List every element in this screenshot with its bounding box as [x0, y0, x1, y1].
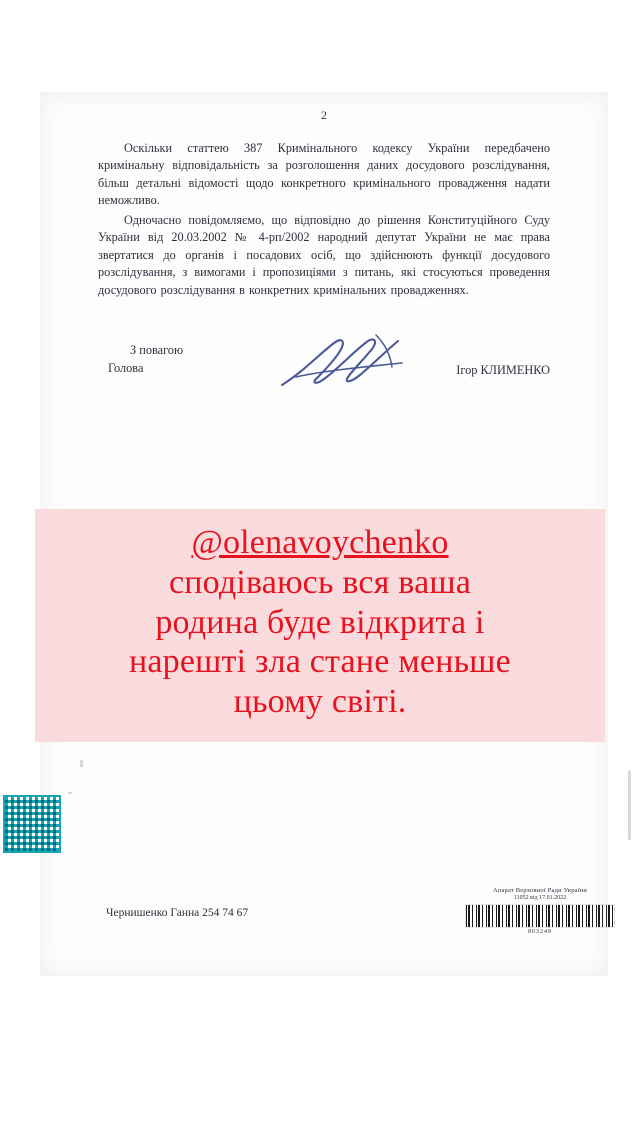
signature-left [108, 341, 183, 378]
story-caption-overlay [35, 509, 605, 742]
caption-line-3: нарешті зла стане меньше [129, 643, 511, 681]
scan-speck [80, 760, 83, 767]
caption-line-2: родина буде відкрита і [155, 603, 485, 641]
qr-code-icon [3, 795, 61, 853]
page-number: 2 [321, 108, 327, 122]
scroll-indicator[interactable] [628, 770, 631, 840]
document-paragraph-2: Одночасно повідомляємо, що відповідно до рішення Конституційного Суду України від 20.03.2002 № 4-рп/2002 народний депутат України не має права звертатися до органів і посадових осіб, що здійснюють функції досудового розслідування, з вимогами і пропозиціями з питань, які стосуються проведення досудового розслідування в конкретних кримінальних провадженнях. [98, 212, 550, 297]
registration-stamp [465, 887, 615, 935]
barcode-icon [465, 904, 615, 928]
scan-speck [68, 792, 72, 794]
document-body [98, 140, 550, 301]
signature-block [98, 341, 550, 411]
barcode-number: 803248 [528, 929, 552, 935]
stamp-reference: 11052 від 17.01.2022 [513, 895, 567, 901]
signature-closing: З повагою [130, 343, 184, 357]
document-executor: Чернишенко Ганна 254 74 67 [106, 907, 249, 919]
stamp-organization: Апарат Верховної Ради України [492, 887, 588, 894]
caption-line-4: цьому світі. [233, 683, 407, 721]
signatory-name: Ігор КЛИМЕНКО [456, 363, 550, 377]
signature-position: Голова [108, 361, 144, 376]
caption-text [43, 523, 597, 722]
handwritten-signature-icon [276, 327, 416, 397]
caption-line-1: сподіваюсь вся ваша [168, 563, 472, 601]
document-paragraph-1: Оскільки статтею 387 Кримінального кодексу України передбачено кримінальну відповідальність за розголошення даних досудового розслідування, більш детальні відомості щодо конкретного кримінального провадження надати неможливо. [98, 141, 550, 208]
mention-link[interactable]: @olenavoychenko [191, 524, 449, 561]
